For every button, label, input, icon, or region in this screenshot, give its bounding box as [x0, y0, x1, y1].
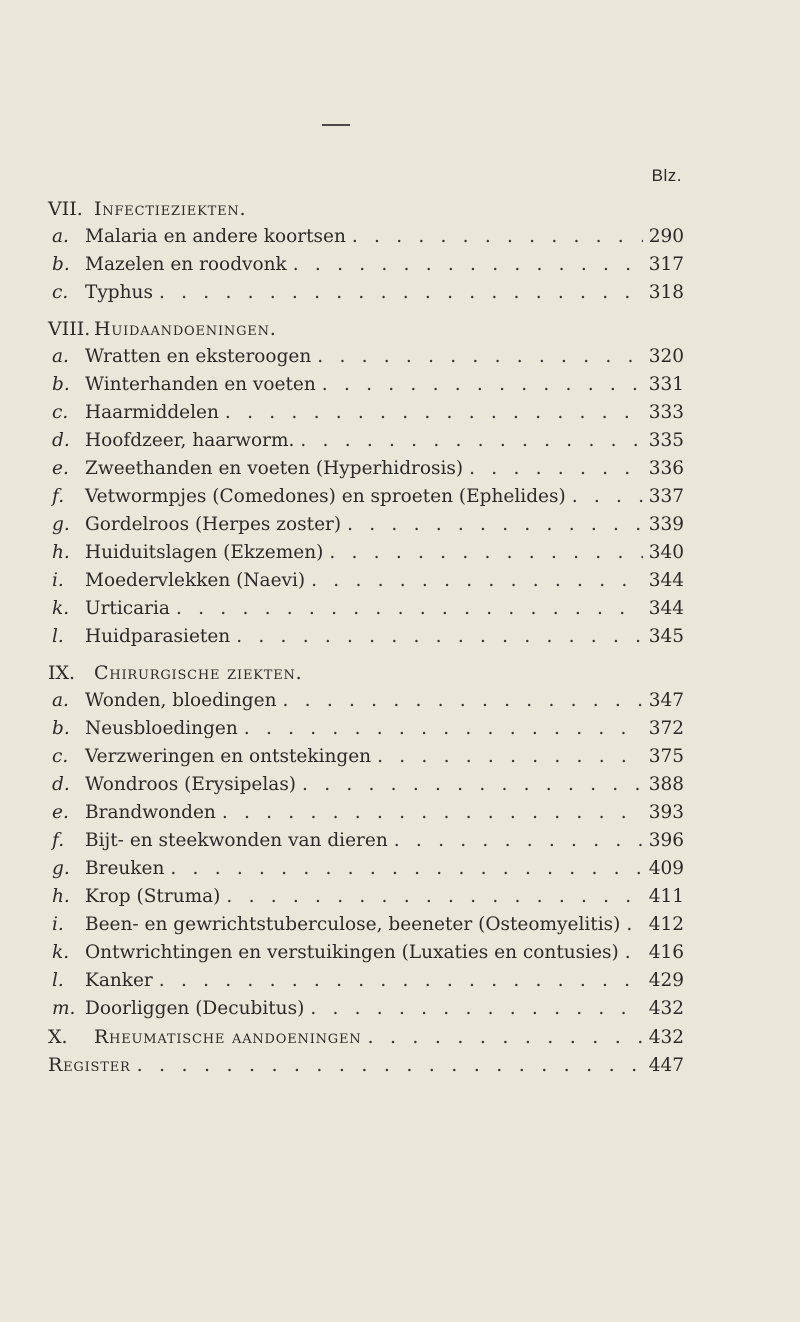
- dot-leader: [626, 911, 642, 939]
- dot-leader: [159, 279, 643, 307]
- toc-entry: [48, 623, 684, 651]
- entry-label: Huiduitslagen (Ekzemen): [85, 542, 324, 563]
- entry-page-number: 345: [648, 626, 684, 647]
- entry-page-number: 336: [648, 458, 684, 479]
- entry-label: Winterhanden en voeten: [85, 374, 316, 395]
- section-numeral: IX.: [48, 662, 76, 684]
- entry-letter: h.: [52, 886, 70, 907]
- entry-letter: b.: [52, 718, 70, 739]
- entry-page-number: 388: [648, 774, 684, 795]
- toc-entry: [48, 743, 684, 771]
- entry-letter: c.: [52, 282, 69, 303]
- entry-page-number: 320: [648, 346, 684, 367]
- entry-label: Doorliggen (Decubitus): [85, 998, 305, 1019]
- toc-section-vii: [48, 195, 684, 307]
- toc-entry: [48, 715, 684, 743]
- toc-section-x: [48, 1023, 684, 1051]
- dot-leader: [317, 343, 642, 371]
- dot-leader: [226, 883, 642, 911]
- section-heading: [48, 195, 684, 223]
- dot-leader: [244, 715, 643, 743]
- entry-page-number: 375: [648, 746, 684, 767]
- entry-page-number: 432: [648, 998, 684, 1019]
- toc-entry: [48, 995, 684, 1023]
- entry-letter: g.: [52, 514, 70, 535]
- toc-entry: [48, 251, 684, 279]
- entry-label: Urticaria: [85, 598, 170, 619]
- register-title: Register: [48, 1054, 131, 1076]
- entry-label: Kanker: [85, 970, 153, 991]
- dot-leader: [293, 251, 643, 279]
- entry-page-number: 290: [648, 226, 684, 247]
- dot-leader: [352, 223, 643, 251]
- entry-page-number: 372: [648, 718, 684, 739]
- entry-letter: c.: [52, 402, 69, 423]
- entry-letter: b.: [52, 374, 70, 395]
- dot-leader: [137, 1051, 643, 1079]
- toc-entry: [48, 511, 684, 539]
- page-top-rule: [322, 124, 350, 126]
- entry-page-number: 429: [648, 970, 684, 991]
- toc-entry: [48, 539, 684, 567]
- entry-page-number: 339: [648, 514, 684, 535]
- dot-leader: [283, 687, 643, 715]
- entry-label: Wondroos (Erysipelas): [85, 774, 297, 795]
- entry-page-number: 347: [648, 690, 684, 711]
- entry-label: Mazelen en roodvonk: [85, 254, 287, 275]
- section-numeral: VIII.: [48, 318, 91, 340]
- entry-letter: i.: [52, 914, 64, 935]
- dot-leader: [310, 995, 642, 1023]
- entry-label: Wonden, bloedingen: [85, 690, 277, 711]
- toc-entry: [48, 483, 684, 511]
- section-title: Infectieziekten.: [94, 198, 247, 220]
- entry-page-number: 340: [648, 542, 684, 563]
- entry-letter: i.: [52, 570, 64, 591]
- entry-page-number: 409: [648, 858, 684, 879]
- section-title: Rheumatische aandoeningen: [94, 1026, 362, 1048]
- dot-leader: [394, 827, 643, 855]
- toc-section-ix: [48, 659, 684, 1023]
- section-gap: [48, 307, 684, 315]
- entry-page-number: 344: [648, 570, 684, 591]
- dot-leader: [222, 799, 643, 827]
- dot-leader: [311, 567, 643, 595]
- entry-label: Typhus: [85, 282, 153, 303]
- entry-letter: m.: [52, 998, 76, 1019]
- entry-page-number: 333: [648, 402, 684, 423]
- page-column-header: Blz.: [651, 166, 682, 185]
- section-gap: [48, 651, 684, 659]
- entry-page-number: 393: [648, 802, 684, 823]
- entry-label: Hoofdzeer, haarworm.: [85, 430, 295, 451]
- entry-letter: g.: [52, 858, 70, 879]
- entry-letter: a.: [52, 346, 69, 367]
- dot-leader: [572, 483, 643, 511]
- entry-page-number: 337: [648, 486, 684, 507]
- entry-letter: l.: [52, 970, 64, 991]
- entry-label: Haarmiddelen: [85, 402, 219, 423]
- toc-entry: [48, 399, 684, 427]
- toc-entry: [48, 855, 684, 883]
- entry-label: Vetwormpjes (Comedones) en sproeten (Ephelides): [85, 486, 566, 507]
- toc-entry: [48, 771, 684, 799]
- toc-entry: [48, 223, 684, 251]
- entry-page-number: 317: [648, 254, 684, 275]
- entry-page-number: 412: [648, 914, 684, 935]
- entry-letter: b.: [52, 254, 70, 275]
- toc-entry: [48, 939, 684, 967]
- toc-entry: [48, 827, 684, 855]
- section-numeral: VII.: [48, 198, 83, 220]
- toc-entry: [48, 595, 684, 623]
- dot-leader: [625, 939, 643, 967]
- entry-label: Zweethanden en voeten (Hyperhidrosis): [85, 458, 464, 479]
- entry-letter: d.: [52, 774, 70, 795]
- section-title: Chirurgische ziekten.: [94, 662, 303, 684]
- section-heading: [48, 315, 684, 343]
- toc-entry: [48, 455, 684, 483]
- entry-label: Breuken: [85, 858, 165, 879]
- entry-page-number: 331: [648, 374, 684, 395]
- entry-letter: k.: [52, 598, 70, 619]
- entry-label: Huidparasieten: [85, 626, 231, 647]
- toc-entry: [48, 799, 684, 827]
- entry-letter: e.: [52, 802, 69, 823]
- toc-section-viii: [48, 315, 684, 651]
- entry-letter: f.: [52, 486, 65, 507]
- entry-label: Ontwrichtingen en verstuikingen (Luxaties en contusies): [85, 942, 619, 963]
- section-title: Huidaandoeningen.: [94, 318, 277, 340]
- entry-letter: d.: [52, 430, 70, 451]
- dot-leader: [469, 455, 643, 483]
- entry-label: Verzweringen en ontstekingen: [85, 746, 372, 767]
- entry-letter: l.: [52, 626, 64, 647]
- entry-label: Brandwonden: [85, 802, 216, 823]
- dot-leader: [159, 967, 643, 995]
- table-of-contents: [48, 195, 684, 1079]
- toc-entry: [48, 427, 684, 455]
- toc-entry: [48, 343, 684, 371]
- entry-label: Wratten en eksteroogen: [85, 346, 312, 367]
- entry-page-number: 411: [648, 886, 684, 907]
- entry-letter: f.: [52, 830, 65, 851]
- entry-label: Moedervlekken (Naevi): [85, 570, 306, 591]
- entry-label: Been- en gewrichtstuberculose, beeneter (Osteomyelitis): [85, 914, 621, 935]
- entry-page-number: 447: [648, 1055, 684, 1076]
- section-heading: [48, 659, 684, 687]
- dot-leader: [176, 595, 643, 623]
- toc-entry: [48, 567, 684, 595]
- dot-leader: [236, 623, 642, 651]
- dot-leader: [225, 399, 643, 427]
- entry-label: Neusbloedingen: [85, 718, 238, 739]
- toc-entry: [48, 279, 684, 307]
- entry-label: Gordelroos (Herpes zoster): [85, 514, 342, 535]
- entry-label: Krop (Struma): [85, 886, 221, 907]
- dot-leader: [347, 511, 643, 539]
- entry-page-number: 416: [648, 942, 684, 963]
- entry-letter: c.: [52, 746, 69, 767]
- dot-leader: [322, 371, 643, 399]
- entry-page-number: 396: [648, 830, 684, 851]
- toc-register: [48, 1051, 684, 1079]
- entry-label: Bijt- en steekwonden van dieren: [85, 830, 388, 851]
- toc-entry: [48, 371, 684, 399]
- dot-leader: [170, 855, 642, 883]
- entry-page-number: 432: [648, 1027, 684, 1048]
- entry-letter: h.: [52, 542, 70, 563]
- entry-page-number: 318: [648, 282, 684, 303]
- entry-page-number: 344: [648, 598, 684, 619]
- entry-letter: a.: [52, 226, 69, 247]
- toc-entry: [48, 687, 684, 715]
- dot-leader: [329, 539, 642, 567]
- entry-letter: e.: [52, 458, 69, 479]
- entry-letter: k.: [52, 942, 70, 963]
- dot-leader: [367, 1023, 642, 1051]
- dot-leader: [300, 427, 642, 455]
- toc-entry: [48, 883, 684, 911]
- dot-leader: [302, 771, 643, 799]
- toc-entry: [48, 911, 684, 939]
- entry-letter: a.: [52, 690, 69, 711]
- entry-label: Malaria en andere koortsen: [85, 226, 346, 247]
- entry-page-number: 335: [648, 430, 684, 451]
- section-numeral: X.: [48, 1026, 68, 1048]
- dot-leader: [377, 743, 643, 771]
- toc-entry: [48, 967, 684, 995]
